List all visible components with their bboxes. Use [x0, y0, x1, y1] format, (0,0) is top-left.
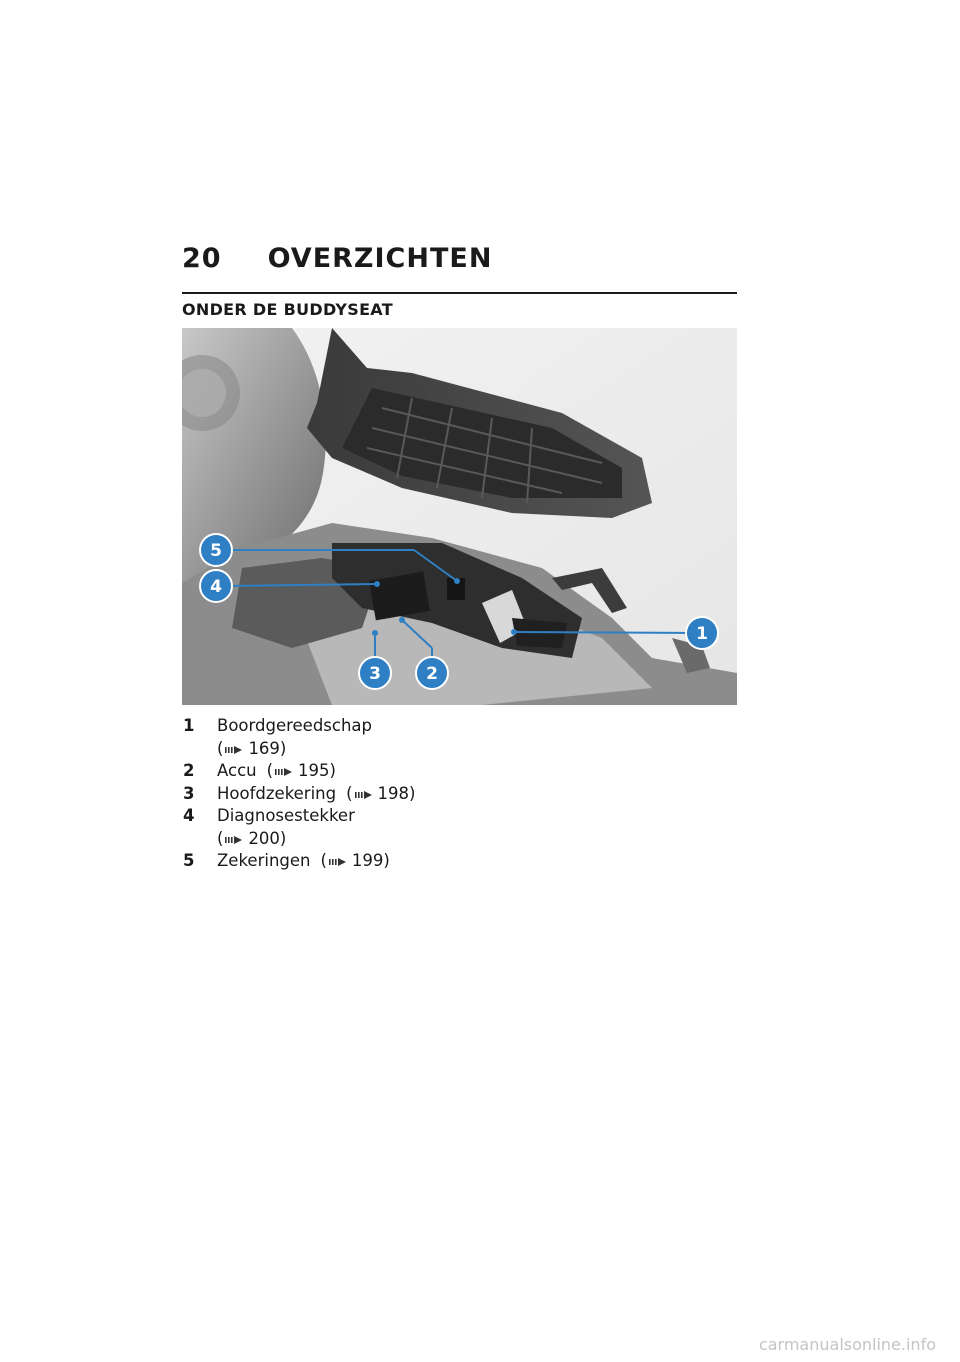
- ref-paren: (: [346, 783, 353, 803]
- ref-paren: (: [266, 761, 274, 780]
- legend-label: Accu: [217, 761, 257, 780]
- callout-badge-5: [200, 534, 232, 566]
- ref-paren: (: [217, 738, 224, 758]
- arrow-right-icon: [225, 745, 243, 755]
- page-reference-link[interactable]: [346, 784, 415, 803]
- section-title: ONDER DE BUDDYSEAT: [182, 300, 393, 319]
- watermark-text: carmanualsonline.info: [758, 1335, 936, 1354]
- callout-label-5: 5: [210, 541, 222, 561]
- ref-paren: (: [217, 828, 224, 848]
- page-reference-link[interactable]: [217, 738, 583, 761]
- callout-badge-1: [686, 617, 718, 649]
- legend-label: Zekeringen: [217, 851, 311, 870]
- legend-label: Boordgereedschap: [217, 716, 373, 735]
- legend-number: 3: [183, 783, 195, 803]
- arrow-right-icon: [275, 767, 293, 777]
- callout-badge-4: [200, 570, 232, 602]
- callout-label-3: 3: [369, 664, 381, 684]
- page-number-ref: 195): [298, 761, 336, 780]
- arrow-right-icon: [225, 835, 243, 845]
- page-number-ref: 200): [248, 828, 287, 848]
- arrow-right-icon: [329, 857, 347, 867]
- legend-item-diagnosestekker: [183, 805, 583, 850]
- page-reference-link[interactable]: [320, 851, 389, 870]
- callout-label-2: 2: [426, 664, 438, 684]
- chapter-title: OVERZICHTEN: [267, 243, 493, 274]
- legend-item-zekeringen: [183, 850, 583, 873]
- page-number: 20: [182, 243, 222, 274]
- legend-number: 1: [183, 716, 195, 735]
- arrow-right-icon: [355, 790, 373, 800]
- legend-list: [183, 715, 583, 873]
- page-number-ref: 198): [377, 783, 416, 803]
- legend-item-hoofdzekering: [183, 783, 583, 806]
- callout-badge-2: [416, 657, 448, 689]
- legend-label: Hoofdzekering: [217, 783, 337, 803]
- legend-number: 4: [183, 806, 195, 825]
- callout-badge-3: [359, 657, 391, 689]
- callout-label-1: 1: [696, 624, 708, 644]
- callout-label-4: 4: [210, 577, 222, 597]
- chapter-header: [182, 243, 492, 274]
- page-reference-link[interactable]: [217, 828, 583, 851]
- photo-illustration: [182, 328, 737, 705]
- motorcycle-under-seat-photo: [182, 328, 737, 705]
- page-number-ref: 199): [351, 851, 390, 870]
- header-divider: [182, 292, 737, 294]
- legend-label: Diagnosestekker: [217, 806, 355, 825]
- page-reference-link[interactable]: [267, 761, 336, 780]
- ref-paren: (: [320, 851, 327, 870]
- legend-number: 2: [183, 761, 195, 780]
- legend-number: 5: [183, 851, 195, 870]
- legend-item-boordgereedschap: [183, 715, 583, 760]
- legend-item-accu: [183, 760, 583, 783]
- page-number-ref: 169): [248, 738, 287, 758]
